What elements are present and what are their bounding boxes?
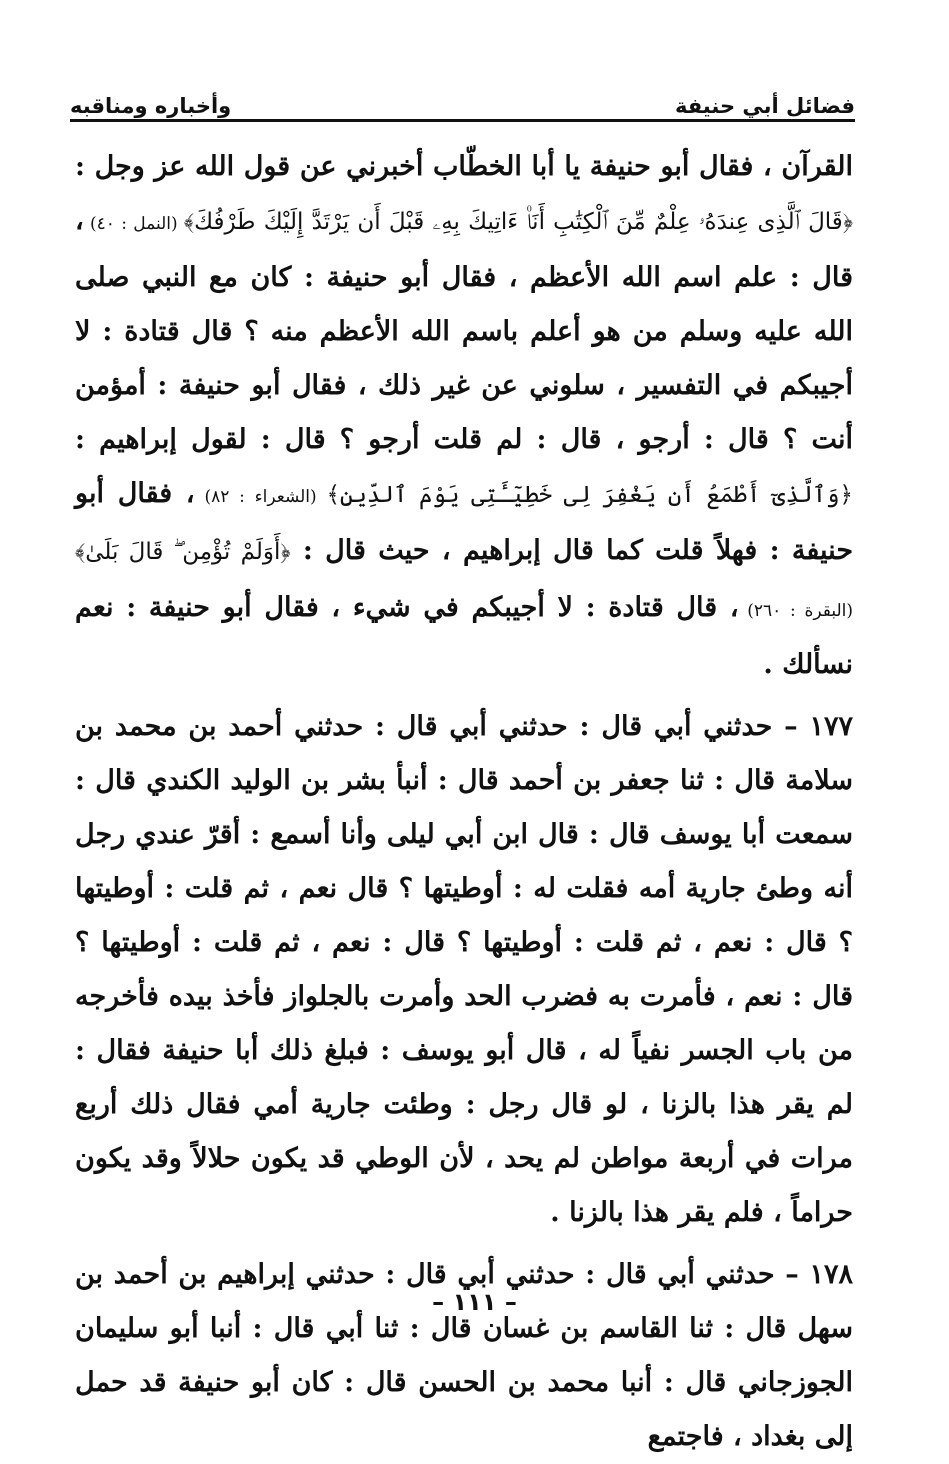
- paragraph-177: ١٧٧ – حدثني أبي قال : حدثني أبي قال : حدثني أحمد بن محمد بن سلامة قال : ثنا جعفر بن أحمد قال : أنبأ بشر بن الوليد الكندي قال : سمعت أبا يوسف قال : قال ابن أبي ليلى وأنا أسمع : أقرّ عندي رجل أنه وطئ جارية أمه فقلت له : أوطيتها ؟ قال نعم ، ثم قلت : أوطيتها ؟ قال : نعم ، ثم قلت : أوطيتها ؟ قال : نعم ، ثم قلت : أوطيتها ؟ قال : نعم ، فأمرت به فضرب الحد وأمرت بالجلواز فأخذ بيده فأخرجه من باب الجسر نفياً له ، قال أبو يوسف : فبلغ ذلك أبا حنيفة فقال : لم يقر هذا بالزنا ، لو قال رجل : وطئت جارية أمي فقال ذلك أربع مرات في أربعة مواطن لم يحد ، لأن الوطي قد يكون حلالاً وقد يكون حراماً ، فلم يقر هذا بالزنا .: [75, 711, 853, 1228]
- paragraph-1-text-4: ، قال قتادة : لا أجيبكم في شيء ، فقال أبو حنيفة : نعم نسألك .: [75, 592, 853, 680]
- quran-ref-2: (الشعراء : ٨٢): [194, 487, 327, 507]
- page-number: – ١١١ –: [432, 1288, 517, 1316]
- quran-quote-1: ﴿قَالَ ٱلَّذِى عِندَهُۥ عِلْمٌ مِّنَ ٱلْكِتَٰبِ أَنَا۠ ءَاتِيكَ بِهِۦ قَبْلَ أَن يَرْتَدَّ إِلَيْكَ طَرْفُكَ﴾: [183, 209, 853, 235]
- header-book-title: فضائل أبي حنيفة: [674, 94, 855, 118]
- paragraph-178: ١٧٨ – حدثني أبي قال : حدثني أبي قال : حدثني إبراهيم بن أحمد بن سهل قال : ثنا القاسم بن غسان قال : ثنا أبي قال : أنبا أبو سليمان الجوزجاني قال : أنبا محمد بن الحسن قال : كان أبو حنيفة قد حمل إلى بغداد ، فاجتمع: [75, 1259, 853, 1452]
- page-body: [75, 140, 853, 1464]
- paragraph-1-text-3: ، فقال أبو حنيفة : فهلاً قلت كما قال إبراهيم ، حيث قال :: [75, 478, 854, 566]
- quran-quote-3: ﴿أَوَلَمْ تُؤْمِن ۖ قَالَ بَلَىٰ﴾: [75, 539, 291, 565]
- header-subtitle: وأخباره ومناقبه: [70, 94, 232, 118]
- quran-quote-2: ﴿وَٱلَّذِىٓ أَطْمَعُ أَن يَغْفِرَ لِى خَطِيٓـَٔتِى يَوْمَ ٱلدِّينِ﴾: [326, 482, 854, 508]
- quran-ref-3: (البقرة : ٢٦٠): [738, 601, 854, 621]
- header-rule: [70, 119, 855, 122]
- running-header: [70, 78, 855, 118]
- paragraph-1-text-2: ، قال : علم اسم الله الأعظم ، فقال أبو حنيفة : كان مع النبي صلى الله عليه وسلم من هو أعلم باسم الله الأعظم منه ؟ قال قتادة : لا أجيبكم في التفسير ، سلوني عن غير ذلك ، فقال أبو حنيفة : أمؤمن أنت ؟ قال : أرجو ، قال : لم قلت أرجو ؟ قال : لقول إبراهيم :: [75, 205, 853, 455]
- paragraph-1: [75, 140, 853, 692]
- paragraph-1-text-1: القرآن ، فقال أبو حنيفة يا أبا الخطّاب أخبرني عن قول الله عز وجل :: [75, 151, 853, 182]
- quran-ref-1: (النمل : ٤٠): [83, 214, 184, 234]
